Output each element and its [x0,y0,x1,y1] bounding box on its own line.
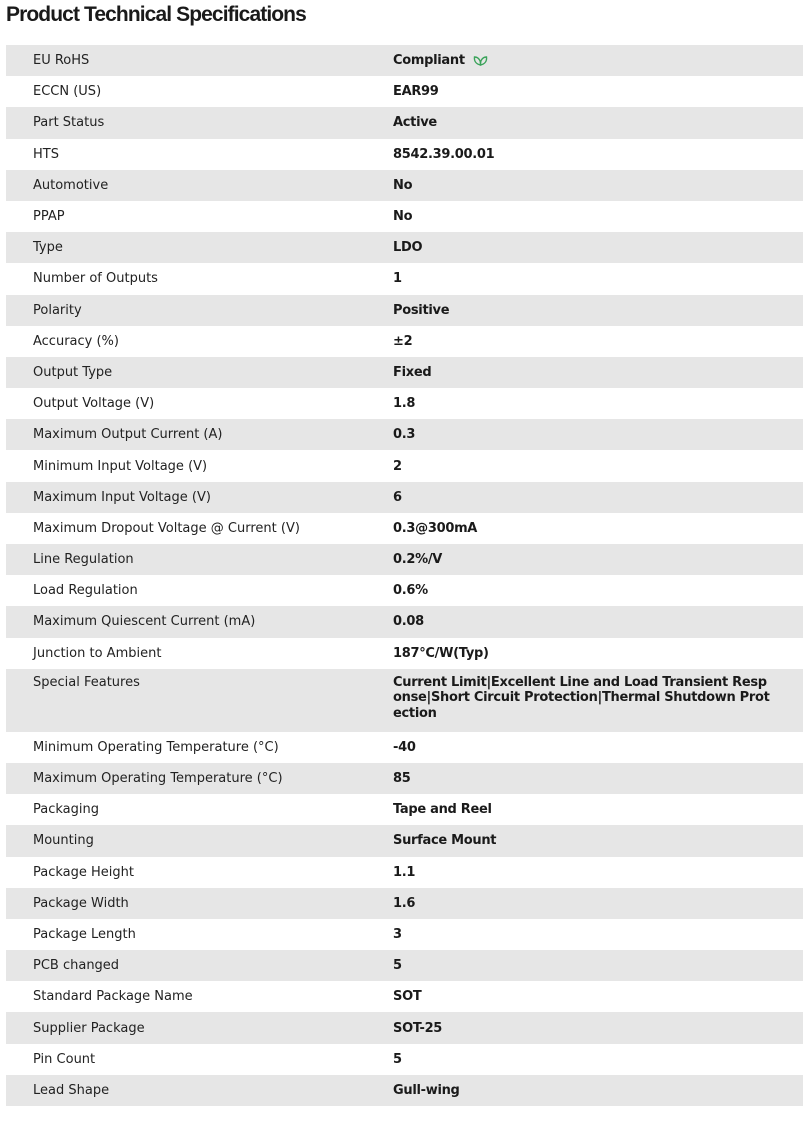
spec-label: Lead Shape [33,1082,110,1098]
table-row [6,388,803,419]
spec-value: -40 [393,739,416,755]
spec-label: Load Regulation [33,583,138,599]
spec-value: SOT [393,989,422,1005]
table-row [6,638,803,669]
table-row [6,981,803,1012]
spec-value: Fixed [393,364,432,380]
table-row [6,201,803,232]
table-row [6,139,803,170]
table-row [6,76,803,107]
table-row [6,45,803,76]
spec-label: Maximum Operating Temperature (°C) [33,771,283,787]
spec-value: No [393,177,413,193]
spec-value: Tape and Reel [393,802,492,818]
spec-label: Part Status [33,115,105,131]
spec-label: Supplier Package [33,1020,145,1036]
spec-label: Pin Count [33,1051,96,1067]
table-row [6,419,803,450]
spec-label: Maximum Quiescent Current (mA) [33,614,256,630]
spec-value: No [393,209,413,225]
spec-label: Output Type [33,364,113,380]
table-row [6,544,803,575]
table-row [6,450,803,481]
spec-value: Active [393,115,437,131]
spec-value: Gull-wing [393,1082,460,1098]
spec-label: HTS [33,146,59,162]
spec-label: Line Regulation [33,552,134,568]
spec-label: EU RoHS [33,53,90,69]
table-row [6,606,803,637]
spec-value: 1.6 [393,895,416,911]
spec-value: LDO [393,240,423,256]
spec-value: 8542.39.00.01 [393,146,495,162]
spec-label: ECCN (US) [33,84,102,100]
spec-label: Package Length [33,926,136,942]
table-row [6,950,803,981]
table-row [6,482,803,513]
page-title: Product Technical Specifications [6,3,306,26]
spec-label: Output Voltage (V) [33,396,155,412]
spec-value: 1.8 [393,396,416,412]
spec-label: Packaging [33,802,99,818]
spec-label: PCB changed [33,958,120,974]
spec-label: Maximum Input Voltage (V) [33,489,211,505]
spec-value: 6 [393,489,402,505]
spec-label: Maximum Dropout Voltage @ Current (V) [33,520,300,536]
table-row [6,232,803,263]
spec-label: Number of Outputs [33,271,158,287]
spec-value: 0.3@300mA [393,520,478,536]
spec-value: 85 [393,771,411,787]
spec-value: EAR99 [393,84,439,100]
spec-value: 5 [393,958,402,974]
spec-label: PPAP [33,209,65,225]
table-row [6,857,803,888]
spec-value: 1 [393,271,402,287]
table-row [6,263,803,294]
table-row [6,1044,803,1075]
spec-label: Accuracy (%) [33,333,119,349]
spec-value: SOT-25 [393,1020,443,1036]
spec-value: 0.6% [393,583,428,599]
spec-value: 2 [393,458,402,474]
spec-label: Package Width [33,895,129,911]
table-row [6,326,803,357]
spec-value: 1.1 [393,864,416,880]
spec-value: 0.3 [393,427,416,443]
spec-value: 5 [393,1051,402,1067]
spec-label: Type [33,240,63,256]
spec-label: Mounting [33,833,94,849]
spec-value: 0.2%/V [393,552,443,568]
table-row [6,107,803,138]
spec-value: Compliant [393,53,465,69]
table-row [6,1075,803,1106]
spec-label: Minimum Operating Temperature (°C) [33,739,279,755]
spec-value: 3 [393,926,402,942]
leaf-icon [473,55,488,66]
spec-label: Maximum Output Current (A) [33,427,223,443]
table-row [6,919,803,950]
table-row [6,357,803,388]
spec-label: Minimum Input Voltage (V) [33,458,208,474]
table-row [6,888,803,919]
table-row [6,825,803,856]
table-row [6,794,803,825]
spec-value: Positive [393,302,450,318]
spec-value: Current Limit|Excellent Line and Load Transient Response|Short Circuit Protection|Thermal Shutdown Protection [393,674,770,721]
spec-value-cell [393,669,803,732]
table-row [6,575,803,606]
spec-label: Standard Package Name [33,989,193,1005]
spec-label: Junction to Ambient [33,645,162,661]
spec-label: Special Features [33,674,140,690]
table-row [6,763,803,794]
spec-value: ±2 [393,333,413,349]
spec-label: Package Height [33,864,134,880]
spec-label: Automotive [33,177,109,193]
spec-value: 187°C/W(Typ) [393,645,489,661]
table-row [6,295,803,326]
table-row [6,732,803,763]
spec-label: Polarity [33,302,82,318]
table-row [6,513,803,544]
table-row [6,1012,803,1043]
spec-table [6,45,803,1106]
table-row [6,170,803,201]
spec-value: Surface Mount [393,833,497,849]
spec-value: 0.08 [393,614,424,630]
spec-value-cell [393,45,803,76]
table-row [6,669,803,732]
